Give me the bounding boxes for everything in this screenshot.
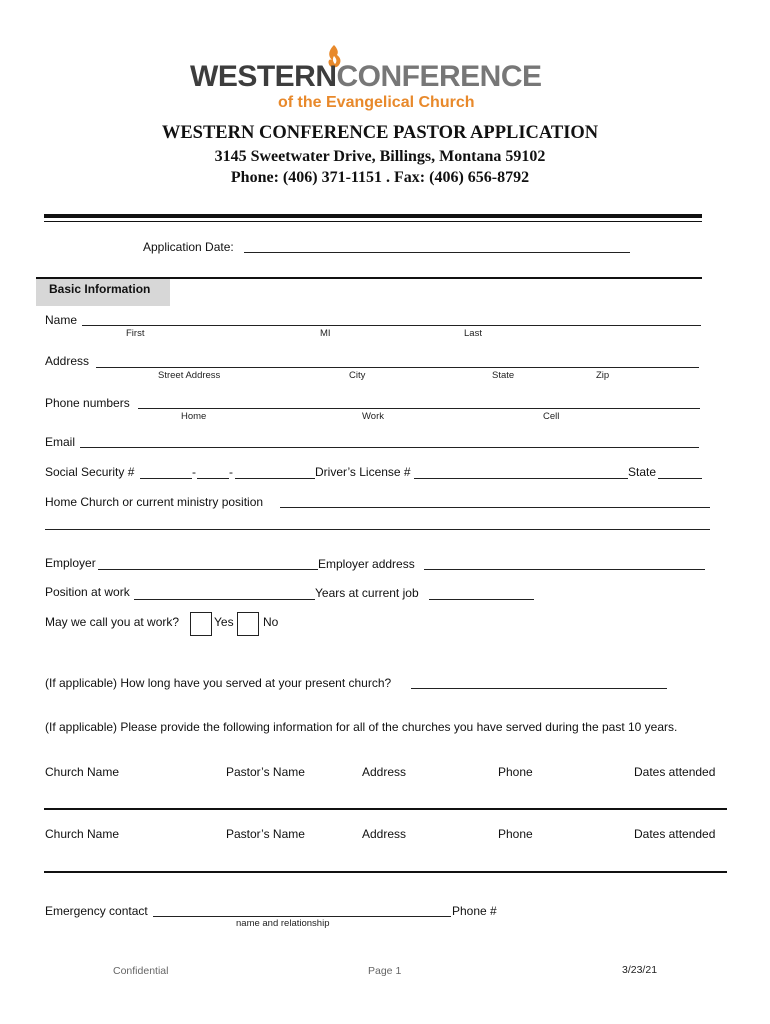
ssn-field-part2[interactable] <box>197 478 229 479</box>
dl-state-field[interactable] <box>658 478 702 479</box>
employer-address-label: Employer address <box>318 557 415 571</box>
phone-field[interactable] <box>138 408 700 409</box>
ssn-field-part3[interactable] <box>235 478 315 479</box>
footer-confidential: Confidential <box>113 965 169 977</box>
col-phone: Phone <box>498 765 533 779</box>
header-divider <box>44 214 702 218</box>
home-church-field-continued[interactable] <box>45 529 710 530</box>
drivers-license-field[interactable] <box>414 478 628 479</box>
ssn-label: Social Security # <box>45 465 135 479</box>
page-title: WESTERN CONFERENCE PASTOR APPLICATION <box>161 123 599 143</box>
ssn-separator-1: - <box>192 465 196 479</box>
col-address: Address <box>362 765 407 779</box>
position-field[interactable] <box>134 599 315 600</box>
address-field[interactable] <box>96 367 699 368</box>
application-date-field[interactable] <box>244 252 630 253</box>
employer-address-field[interactable] <box>424 569 705 570</box>
col-church-name: Church Name <box>45 827 120 841</box>
col-address: Address <box>362 827 407 841</box>
emergency-contact-label: Emergency contact <box>45 904 148 918</box>
name-last-caption: Last <box>464 328 482 339</box>
emergency-phone-label: Phone # <box>452 904 497 918</box>
served-present-label: (If applicable) How long have you served at your present church? <box>45 676 392 690</box>
ssn-field-part1[interactable] <box>140 478 192 479</box>
address-city-caption: City <box>349 370 366 381</box>
footer-page-number: Page 1 <box>368 965 402 977</box>
years-current-job-field[interactable] <box>429 599 534 600</box>
call-yes-label: Yes <box>214 615 234 629</box>
col-church-name: Church Name <box>45 765 120 779</box>
years-current-job-label: Years at current job <box>315 586 419 600</box>
logo-western: WESTERN <box>190 60 337 93</box>
address-zip-caption: Zip <box>596 370 610 381</box>
logo-conference: CONFERENCE <box>336 60 542 93</box>
phone-label: Phone numbers <box>45 396 130 410</box>
col-dates-attended: Dates attended <box>634 827 716 841</box>
employer-label: Employer <box>45 556 96 570</box>
address-label: Address <box>45 354 90 368</box>
name-mi-caption: MI <box>320 328 331 339</box>
church-row-1-field[interactable] <box>44 808 727 810</box>
home-church-field[interactable] <box>280 507 710 508</box>
col-phone: Phone <box>498 827 533 841</box>
phone-cell-caption: Cell <box>543 411 560 422</box>
ssn-separator-2: - <box>229 465 233 479</box>
dl-state-label: State <box>628 465 657 479</box>
served-present-field[interactable] <box>411 688 667 689</box>
footer-date: 3/23/21 <box>622 964 658 976</box>
col-pastors-name: Pastor’s Name <box>226 827 305 841</box>
section-header-label: Basic Information <box>49 282 151 296</box>
drivers-license-label: Driver’s License # <box>315 465 411 479</box>
emergency-name-caption: name and relationship <box>236 918 330 929</box>
call-at-work-label: May we call you at work? <box>45 615 180 629</box>
position-label: Position at work <box>45 585 130 599</box>
org-address: 3145 Sweetwater Drive, Billings, Montana 59102 <box>214 148 546 165</box>
phone-work-caption: Work <box>362 411 384 422</box>
email-field[interactable] <box>80 447 699 448</box>
email-label: Email <box>45 435 76 449</box>
org-phone-fax: Phone: (406) 371-1151 . Fax: (406) 656-8792 <box>230 169 530 186</box>
application-date-label: Application Date: <box>143 240 234 254</box>
employer-field[interactable] <box>98 569 318 570</box>
churches-intro: (If applicable) Please provide the following information for all of the churches you have served during the past 10 years. <box>45 720 678 734</box>
church-row-2-field[interactable] <box>44 871 727 873</box>
emergency-contact-field[interactable] <box>153 916 451 917</box>
logo-tagline: of the Evangelical Church <box>278 94 475 111</box>
call-no-checkbox[interactable] <box>237 612 259 636</box>
call-yes-checkbox[interactable] <box>190 612 212 636</box>
col-pastors-name: Pastor’s Name <box>226 765 305 779</box>
address-street-caption: Street Address <box>158 370 221 381</box>
col-dates-attended: Dates attended <box>634 765 716 779</box>
name-first-caption: First <box>126 328 145 339</box>
phone-home-caption: Home <box>181 411 207 422</box>
logo <box>190 44 580 124</box>
address-state-caption: State <box>492 370 515 381</box>
name-field[interactable] <box>82 325 701 326</box>
header-divider-thin <box>44 221 702 222</box>
home-church-label: Home Church or current ministry position <box>45 495 264 509</box>
call-no-label: No <box>263 615 279 629</box>
name-label: Name <box>45 313 78 327</box>
